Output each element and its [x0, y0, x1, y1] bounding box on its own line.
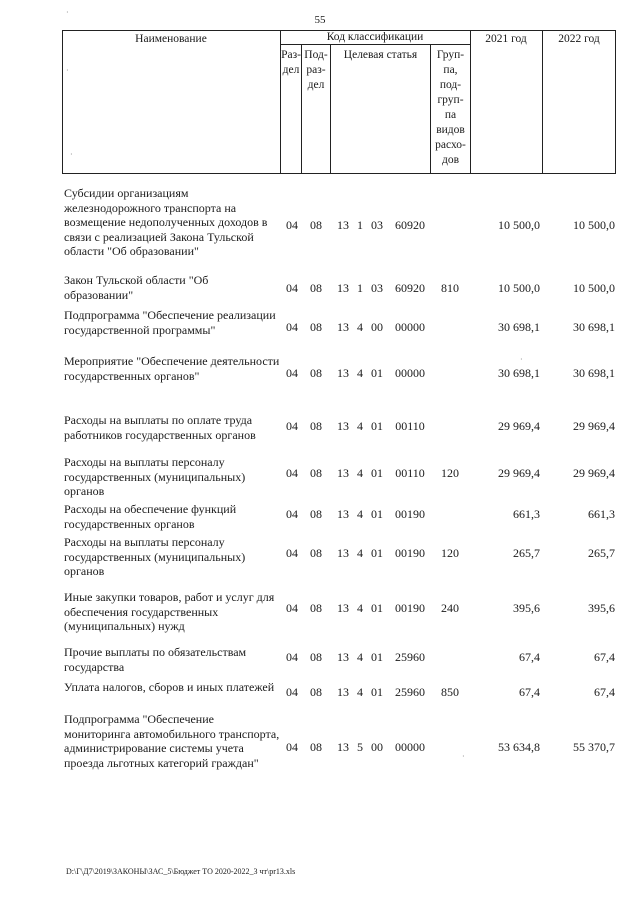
row-cs3: 00 [371, 740, 383, 754]
row-2021: 661,3 [513, 507, 540, 521]
row-razdel: 04 [286, 218, 298, 232]
row-cs1: 13 [337, 218, 349, 232]
row-razdel: 04 [286, 320, 298, 334]
row-name: Иные закупки товаров, работ и услуг для обеспечения государственных (муниципальных) нужд [64, 590, 275, 633]
row-podrazdel: 08 [310, 601, 322, 615]
row-cs3: 01 [371, 601, 383, 615]
row-podrazdel: 08 [310, 281, 322, 295]
row-podrazdel: 08 [310, 466, 322, 480]
scan-speck: · [70, 150, 73, 159]
row-2022: 67,4 [594, 650, 615, 664]
row-2022: 30 698,1 [573, 366, 615, 380]
row-2022: 10 500,0 [573, 281, 615, 295]
row-2022: 29 969,4 [573, 419, 615, 433]
row-name: Расходы на выплаты персоналу государственных (муниципальных) органов [64, 535, 246, 578]
row-2022: 265,7 [588, 546, 615, 560]
row-vr: 120 [441, 466, 459, 480]
row-cs1: 13 [337, 650, 349, 664]
header-section: Раз- дел [281, 49, 301, 76]
row-razdel: 04 [286, 546, 298, 560]
row-cs1: 13 [337, 685, 349, 699]
row-cs4: 25960 [395, 650, 425, 664]
row-cs4: 00190 [395, 507, 425, 521]
row-2021: 29 969,4 [498, 419, 540, 433]
row-vr: 120 [441, 546, 459, 560]
row-name: Расходы на обеспечение функций государственных органов [64, 502, 237, 531]
header-classification-code: Код классификации [326, 31, 424, 43]
row-cs4: 00190 [395, 546, 425, 560]
footer-file-path: D:\Г\Д7\2019\ЗАКОНЫ\ЗАС_5\Бюджет ТО 2020-2022_3 чт\pr13.xls [66, 867, 296, 876]
row-podrazdel: 08 [310, 218, 322, 232]
row-2021: 30 698,1 [498, 320, 540, 334]
row-cs3: 01 [371, 466, 383, 480]
row-cs4: 00000 [395, 740, 425, 754]
scan-speck: · [462, 752, 465, 761]
header-year-2021: 2021 год [485, 33, 527, 45]
row-cs2: 1 [357, 281, 363, 295]
row-cs4: 25960 [395, 685, 425, 699]
row-cs3: 01 [371, 419, 383, 433]
row-cs2: 4 [357, 685, 363, 699]
row-cs2: 4 [357, 466, 363, 480]
row-razdel: 04 [286, 419, 298, 433]
row-cs2: 5 [357, 740, 363, 754]
row-2021: 395,6 [513, 601, 540, 615]
row-name: Расходы на выплаты персоналу государственных (муниципальных) органов [64, 455, 246, 498]
row-cs1: 13 [337, 740, 349, 754]
row-razdel: 04 [286, 650, 298, 664]
row-vr: 240 [441, 601, 459, 615]
row-2021: 67,4 [519, 650, 540, 664]
row-vr: 850 [441, 685, 459, 699]
row-name: Подпрограмма "Обеспечение мониторинга автомобильного транспорта, администрирование системы учета проезда льготных категорий граждан" [64, 712, 280, 770]
row-name: Подпрограмма "Обеспечение реализации государственной программы" [64, 308, 276, 337]
row-razdel: 04 [286, 466, 298, 480]
row-razdel: 04 [286, 740, 298, 754]
row-cs1: 13 [337, 507, 349, 521]
row-cs3: 00 [371, 320, 383, 334]
row-cs4: 60920 [395, 218, 425, 232]
row-2021: 67,4 [519, 685, 540, 699]
header-expense-group: Груп- па, под- груп- па видов расхо- дов [435, 49, 466, 166]
row-2021: 30 698,1 [498, 366, 540, 380]
header-divider [470, 30, 471, 174]
row-name: Прочие выплаты по обязательствам государства [64, 645, 247, 674]
scan-speck: · [66, 66, 69, 75]
row-cs3: 01 [371, 366, 383, 380]
row-2021: 10 500,0 [498, 281, 540, 295]
row-cs3: 01 [371, 650, 383, 664]
header-divider [542, 30, 543, 174]
row-2021: 53 634,8 [498, 740, 540, 754]
row-cs4: 00000 [395, 320, 425, 334]
row-podrazdel: 08 [310, 650, 322, 664]
scan-speck: · [520, 355, 523, 364]
row-name: Расходы на выплаты по оплате труда работников государственных органов [64, 413, 256, 442]
row-name: Закон Тульской области "Об образовании" [64, 273, 209, 302]
row-2022: 30 698,1 [573, 320, 615, 334]
row-cs1: 13 [337, 466, 349, 480]
row-vr: 810 [441, 281, 459, 295]
row-podrazdel: 08 [310, 685, 322, 699]
row-razdel: 04 [286, 281, 298, 295]
row-podrazdel: 08 [310, 320, 322, 334]
page-number: 55 [314, 14, 326, 26]
row-cs4: 00110 [395, 419, 425, 433]
row-cs2: 4 [357, 650, 363, 664]
row-razdel: 04 [286, 366, 298, 380]
header-subsection: Под- раз- дел [304, 49, 328, 91]
row-cs1: 13 [337, 546, 349, 560]
row-cs3: 03 [371, 218, 383, 232]
row-name: Мероприятие "Обеспечение деятельности государственных органов" [64, 354, 280, 383]
row-cs1: 13 [337, 601, 349, 615]
header-target-article: Целевая статья [343, 49, 418, 61]
row-cs2: 4 [357, 366, 363, 380]
row-2022: 67,4 [594, 685, 615, 699]
row-2022: 55 370,7 [573, 740, 615, 754]
row-podrazdel: 08 [310, 366, 322, 380]
row-cs4: 00190 [395, 601, 425, 615]
row-2022: 29 969,4 [573, 466, 615, 480]
row-cs2: 4 [357, 601, 363, 615]
header-name: Наименование [135, 33, 207, 45]
row-cs4: 00000 [395, 366, 425, 380]
row-cs2: 4 [357, 419, 363, 433]
row-cs1: 13 [337, 281, 349, 295]
row-cs4: 00110 [395, 466, 425, 480]
row-cs3: 03 [371, 281, 383, 295]
header-divider [330, 44, 331, 174]
row-cs2: 4 [357, 320, 363, 334]
row-2022: 661,3 [588, 507, 615, 521]
row-cs3: 01 [371, 507, 383, 521]
row-podrazdel: 08 [310, 740, 322, 754]
row-razdel: 04 [286, 685, 298, 699]
row-razdel: 04 [286, 601, 298, 615]
row-podrazdel: 08 [310, 546, 322, 560]
row-cs4: 60920 [395, 281, 425, 295]
row-podrazdel: 08 [310, 419, 322, 433]
row-name: Субсидии организациям железнодорожного транспорта на возмещение недополученных доходов в связи с реализацией Закона Тульской области "Об образовании" [64, 186, 268, 258]
header-year-2022: 2022 год [558, 33, 600, 45]
row-2021: 29 969,4 [498, 466, 540, 480]
row-razdel: 04 [286, 507, 298, 521]
row-cs3: 01 [371, 546, 383, 560]
row-cs2: 1 [357, 218, 363, 232]
row-2021: 10 500,0 [498, 218, 540, 232]
row-2022: 395,6 [588, 601, 615, 615]
row-cs3: 01 [371, 685, 383, 699]
row-cs2: 4 [357, 507, 363, 521]
row-2021: 265,7 [513, 546, 540, 560]
row-cs1: 13 [337, 366, 349, 380]
scan-speck: · [66, 8, 69, 17]
row-cs1: 13 [337, 419, 349, 433]
row-cs2: 4 [357, 546, 363, 560]
row-cs1: 13 [337, 320, 349, 334]
row-2022: 10 500,0 [573, 218, 615, 232]
row-name: Уплата налогов, сборов и иных платежей [64, 680, 275, 694]
row-podrazdel: 08 [310, 507, 322, 521]
